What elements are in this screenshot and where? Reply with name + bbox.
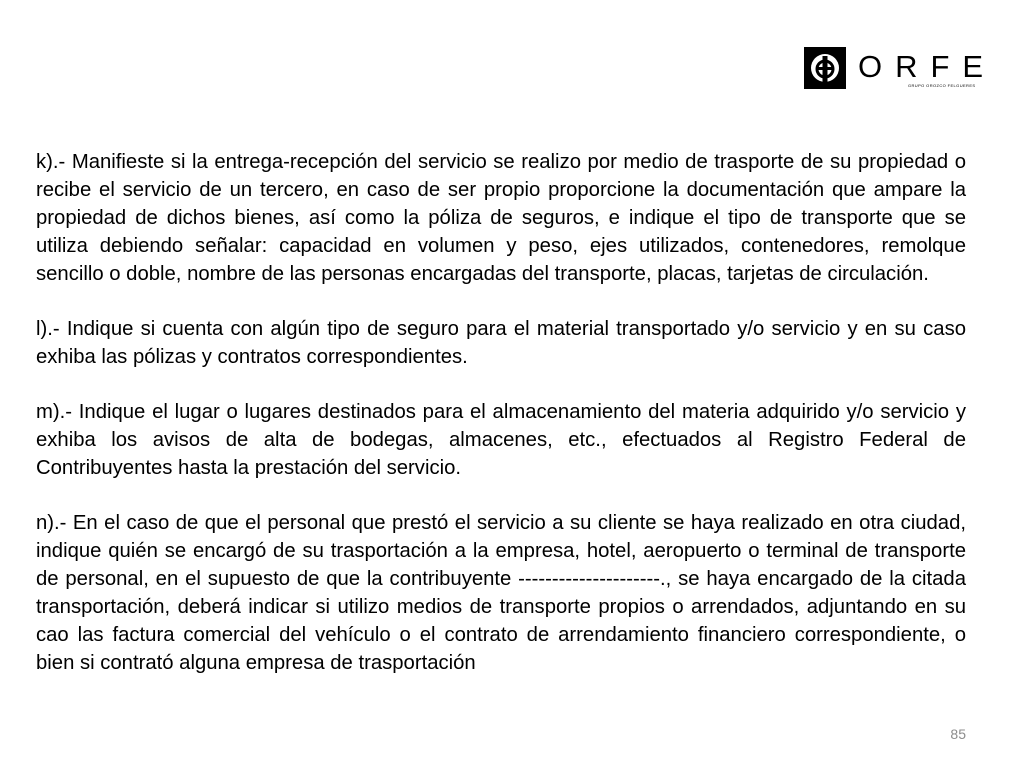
orfe-emblem-icon (804, 47, 846, 89)
logo-subtitle: GRUPO OROZCO FELGUERES (908, 83, 976, 88)
paragraph-m: m).- Indique el lugar o lugares destinados para el almacenamiento del materia adquirido y/o servicio y exhiba los avisos de alta de bodegas, almacenes, etc., efectuados al Registro Federal de Contribuyentes hasta la prestación del servicio. (36, 401, 966, 479)
logo-wordmark: ORFE (858, 49, 997, 84)
company-logo (804, 47, 997, 93)
document-body (36, 148, 966, 704)
paragraph-k: k).- Manifieste si la entrega-recepción del servicio se realizo por medio de trasporte de su propiedad o recibe el servicio de un tercero, en caso de ser propio proporcione la documentación que ampare la propiedad de dichos bienes, así como la póliza de seguros, e indique el tipo de transporte que se utiliza debiendo señalar: capacidad en volumen y peso, ejes utilizados, contenedores, remolque sencillo o doble, nombre de las personas encargadas del transporte, placas, tarjetas de circulación. (36, 151, 966, 285)
paragraph-n: n).- En el caso de que el personal que prestó el servicio a su cliente se haya realizado en otra ciudad, indique quién se encargó de su trasportación a la empresa, hotel, aeropuerto o terminal de transporte de personal, en el supuesto de que la contribuyente ---------------------., se haya encargado de la citada transportación, deberá indicar si utilizo medios de transporte propios o arrendados, adjuntando en su cao las factura comercial del vehículo o el contrato de arrendamiento financiero correspondiente, o bien si contrató alguna empresa de trasportación (36, 512, 966, 674)
paragraph-l: l).- Indique si cuenta con algún tipo de seguro para el material transportado y/o servicio y en su caso exhiba las pólizas y contratos correspondientes. (36, 318, 966, 368)
page-number: 85 (950, 726, 966, 742)
